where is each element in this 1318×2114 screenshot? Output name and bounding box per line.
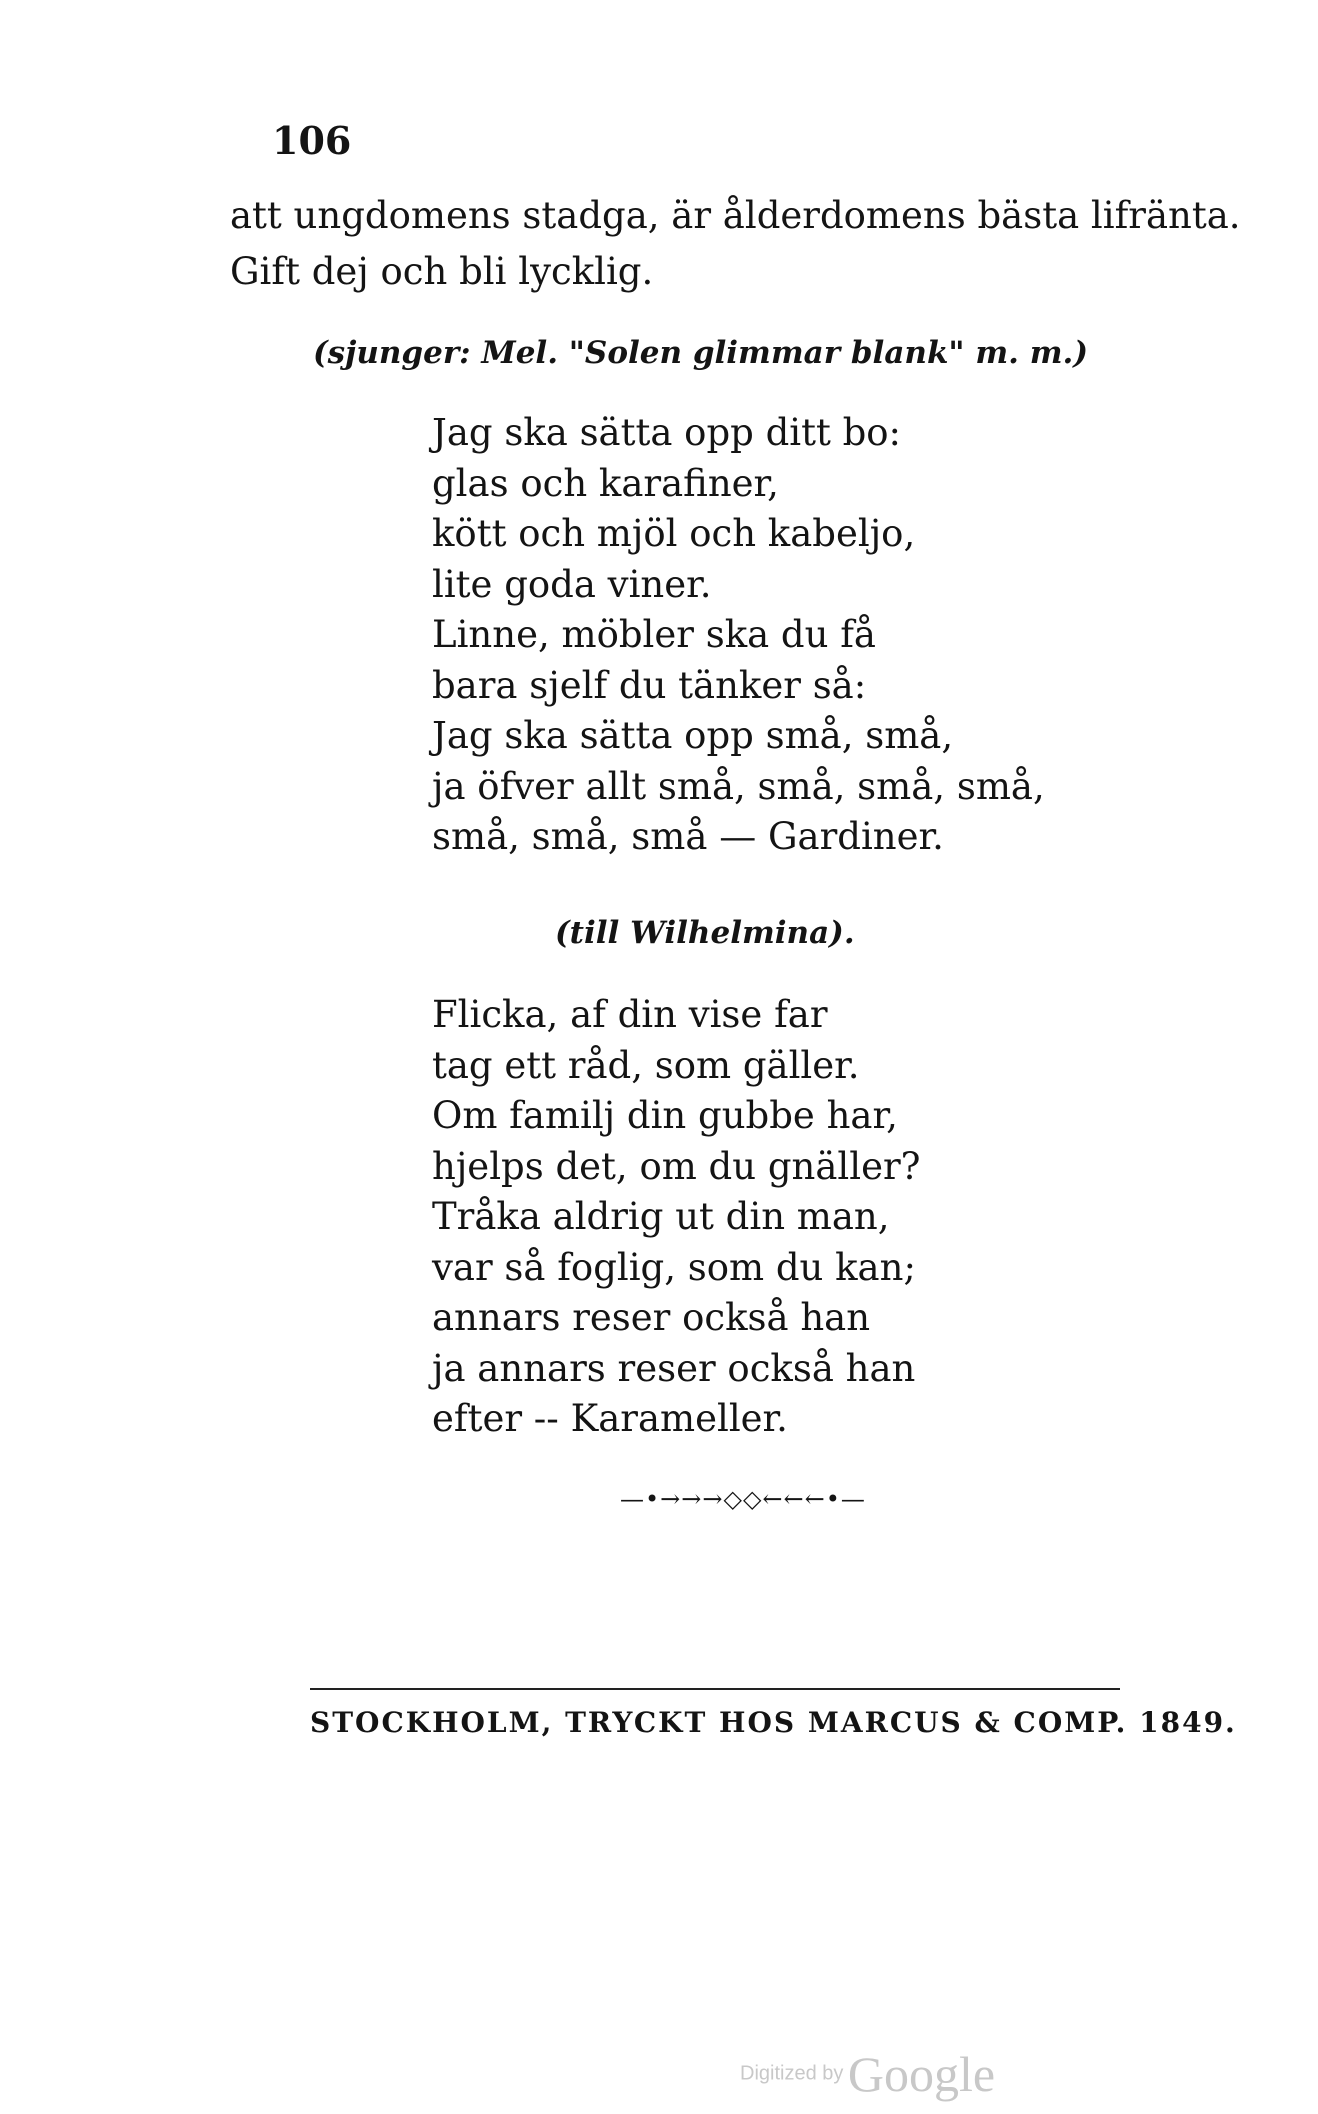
verse-line: ja annars reser också han [432,1346,916,1390]
verse-line: annars reser också han [432,1296,871,1339]
verse-line: hjelps det, om du gnäller? [432,1144,921,1188]
digitization-watermark [740,2045,995,2103]
prose-line: Gift dej och bli lycklig. [230,250,654,293]
verse-line: Jag ska sätta opp ditt bo: [432,411,902,454]
prose-paragraph [230,188,1241,300]
verse-line: ja öfver allt små, små, små, små, [432,764,1045,808]
watermark-prefix: Digitized by [740,2062,844,2085]
verse-line: bara sjelf du tänker så: [432,663,867,707]
page-number: 106 [272,118,352,163]
verse-line: små, små, små — Gardiner. [432,815,944,858]
imprint-rule [310,1688,1120,1690]
verse-line: efter -- Karameller. [432,1397,788,1440]
verse-line: glas och karafiner, [432,461,779,505]
verse-line: Jag ska sätta opp små, små, [432,714,954,757]
prose-line: att ungdomens stadga, är ålderdomens bästa lifränta. [230,194,1241,237]
stage-direction-sings: (sjunger: Mel. "Solen glimmar blank" m. m.) [313,335,1089,371]
verse-line: Om familj din gubbe har, [432,1094,898,1137]
verse-line: tag ett råd, som gäller. [432,1043,860,1087]
verse-stanza-1 [432,408,1045,863]
printer-imprint: STOCKHOLM, TRYCKT HOS MARCUS & COMP. 1849. [310,1706,1237,1739]
decorative-ornament: —•→→→◇◇←←←•— [620,1485,866,1513]
verse-line: Flicka, af din vise far [432,993,828,1036]
verse-line: lite goda viner. [432,562,712,606]
verse-stanza-2 [432,990,921,1445]
watermark-brand: Google [847,2046,996,2102]
stage-direction-to-wilhelmina: (till Wilhelmina). [555,915,855,951]
verse-line: Tråka aldrig ut din man, [432,1195,890,1238]
verse-line: var så foglig, som du kan; [432,1245,916,1289]
verse-line: Linne, möbler ska du få [432,613,876,656]
verse-line: kött och mjöl och kabeljo, [432,512,916,555]
